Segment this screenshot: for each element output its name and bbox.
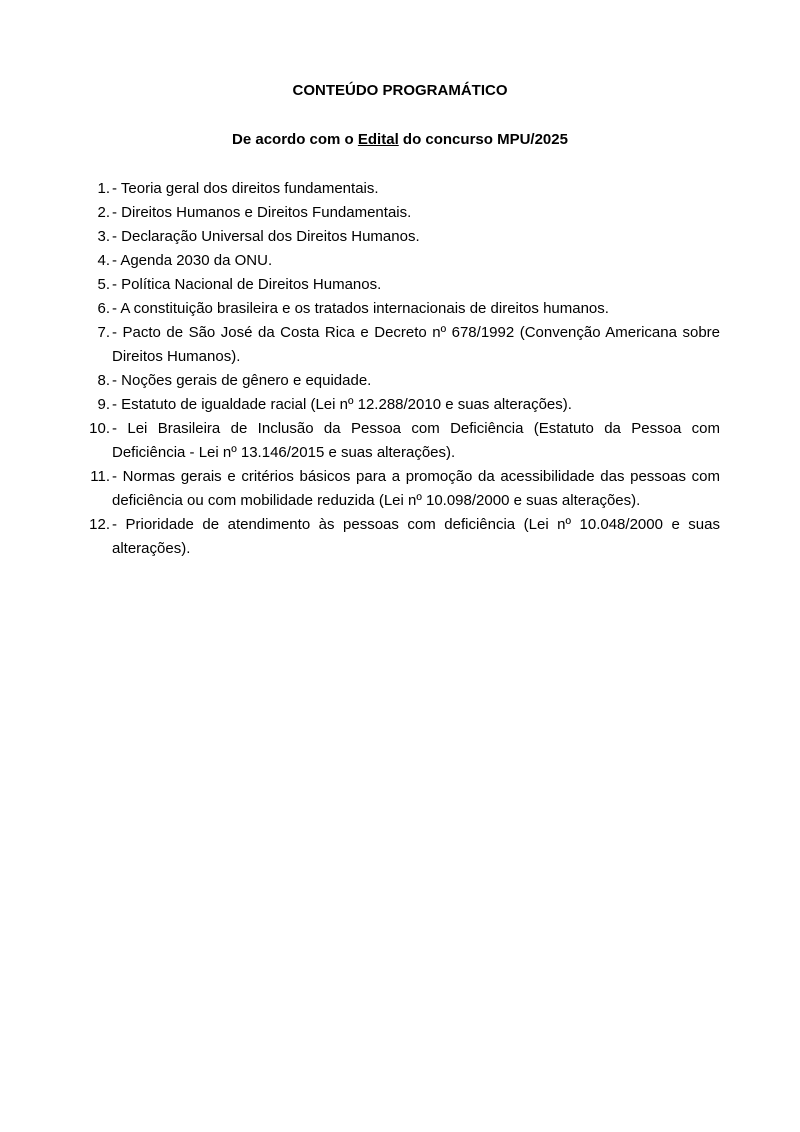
list-item [80, 297, 720, 321]
item-number: 12. [89, 516, 110, 533]
list-item [80, 201, 720, 225]
item-text: - Pacto de São José da Costa Rica e Decreto nº 678/1992 (Convenção Americana sobre Direitos Humanos). [112, 324, 720, 365]
item-text: - Noções gerais de gênero e equidade. [112, 372, 372, 389]
list-item [80, 393, 720, 417]
list-item [80, 417, 720, 465]
list-item [80, 225, 720, 249]
item-number: 1. [97, 180, 110, 197]
item-number: 8. [97, 372, 110, 389]
item-text: - Declaração Universal dos Direitos Humanos. [112, 228, 420, 245]
item-text: - Agenda 2030 da ONU. [112, 252, 273, 269]
item-number: 3. [97, 228, 110, 245]
item-text: - Normas gerais e critérios básicos para a promoção da acessibilidade das pessoas com deficiência ou com mobilidade reduzida (Lei nº 10.098/2000 e suas alterações). [112, 468, 720, 509]
list-item [80, 321, 720, 369]
list-item [80, 513, 720, 561]
edital-link[interactable]: Edital [357, 131, 399, 148]
syllabus-list [80, 177, 720, 561]
document-title: CONTEÚDO PROGRAMÁTICO [292, 82, 508, 99]
item-text: - Estatuto de igualdade racial (Lei nº 12.288/2010 e suas alterações). [112, 396, 572, 413]
item-text: - Teoria geral dos direitos fundamentais. [112, 180, 379, 197]
item-number: 5. [97, 276, 110, 293]
item-number: 7. [97, 324, 110, 341]
subtitle-suffix: do concurso MPU/2025 [398, 131, 568, 148]
item-number: 4. [97, 252, 110, 269]
item-text: - Política Nacional de Direitos Humanos. [112, 276, 382, 293]
document-subtitle [0, 129, 800, 151]
subtitle-prefix: De acordo com o [232, 131, 358, 148]
item-number: 10. [89, 420, 110, 437]
list-item [80, 369, 720, 393]
item-text: - Direitos Humanos e Direitos Fundamentais. [112, 204, 412, 221]
list-item [80, 273, 720, 297]
item-text: - A constituição brasileira e os tratados internacionais de direitos humanos. [112, 300, 609, 317]
item-text: - Lei Brasileira de Inclusão da Pessoa com Deficiência (Estatuto da Pessoa com Deficiência - Lei nº 13.146/2015 e suas alterações). [112, 420, 720, 461]
list-item [80, 465, 720, 513]
item-text: - Prioridade de atendimento às pessoas com deficiência (Lei nº 10.048/2000 e suas alterações). [112, 516, 720, 557]
item-number: 9. [97, 396, 110, 413]
item-number: 6. [97, 300, 110, 317]
list-item [80, 177, 720, 201]
list-item [80, 249, 720, 273]
item-number: 2. [97, 204, 110, 221]
item-number: 11. [90, 468, 110, 485]
